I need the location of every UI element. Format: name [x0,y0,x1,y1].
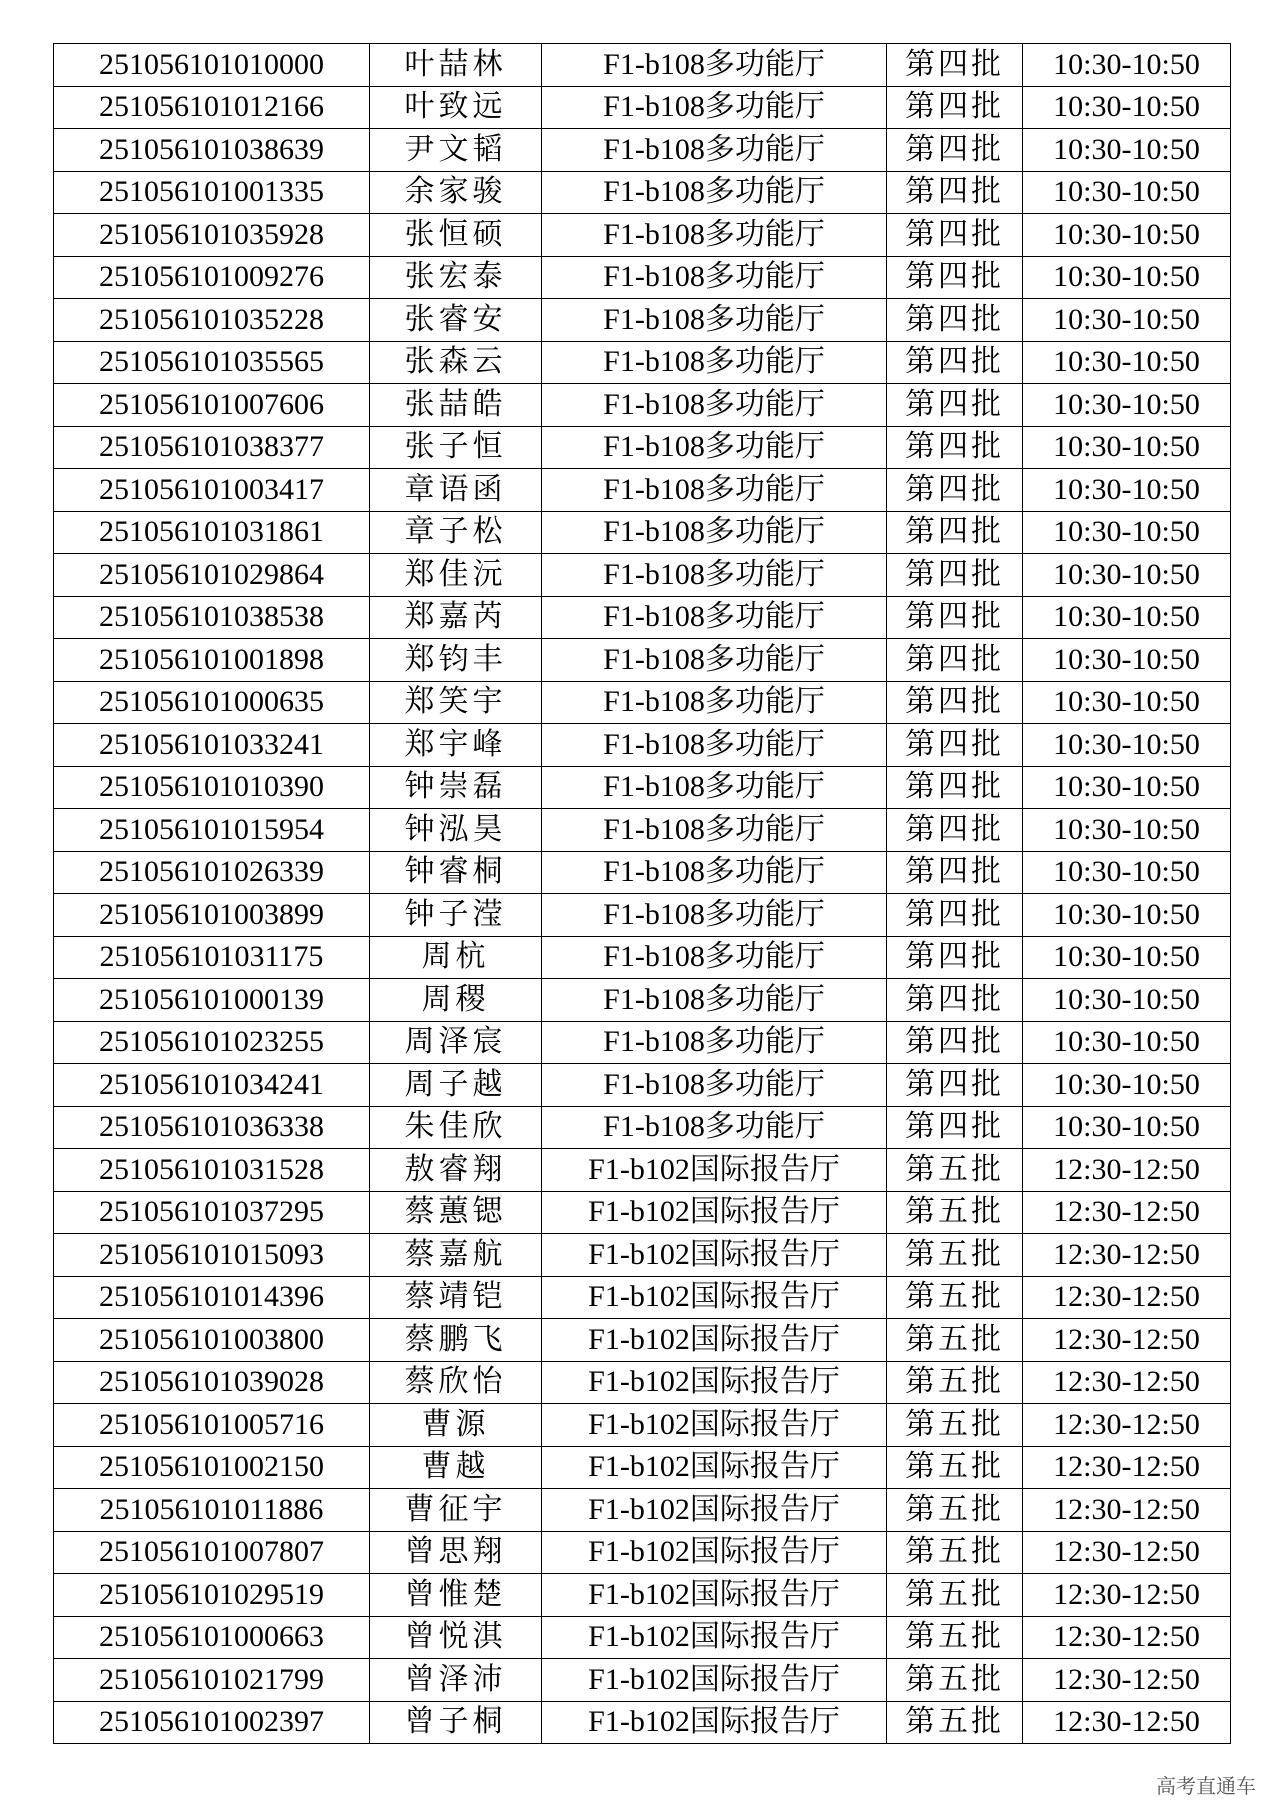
table-row [54,1149,1231,1192]
candidate-id-cell: 251056101037295 [54,1191,370,1234]
candidate-id-cell: 251056101001898 [54,639,370,682]
name-cell: 周子越 [370,1064,542,1107]
table-row [54,1531,1231,1574]
name-cell: 张恒硕 [370,214,542,257]
candidate-id-cell: 251056101011886 [54,1489,370,1532]
batch-cell: 第四批 [887,979,1023,1022]
batch-cell: 第四批 [887,1106,1023,1149]
table-row [54,1574,1231,1617]
table-row [54,1489,1231,1532]
name-cell: 曾思翔 [370,1531,542,1574]
room-cell: F1-b108多功能厅 [542,256,887,299]
table-row [54,469,1231,512]
name-cell: 张宏泰 [370,256,542,299]
time-cell: 12:30-12:50 [1023,1446,1231,1489]
room-cell: F1-b102国际报告厅 [542,1574,887,1617]
time-cell: 12:30-12:50 [1023,1531,1231,1574]
candidate-id-cell: 251056101003417 [54,469,370,512]
name-cell: 钟泓昊 [370,809,542,852]
candidate-id-cell: 251056101012166 [54,86,370,129]
candidate-id-cell: 251056101010000 [54,44,370,87]
time-cell: 10:30-10:50 [1023,766,1231,809]
candidate-id-cell: 251056101036338 [54,1106,370,1149]
room-cell: F1-b102国际报告厅 [542,1149,887,1192]
name-cell: 余家骏 [370,171,542,214]
room-cell: F1-b108多功能厅 [542,766,887,809]
candidate-id-cell: 251056101015954 [54,809,370,852]
room-cell: F1-b108多功能厅 [542,936,887,979]
room-cell: F1-b108多功能厅 [542,894,887,937]
time-cell: 10:30-10:50 [1023,256,1231,299]
time-cell: 10:30-10:50 [1023,86,1231,129]
candidate-id-cell: 251056101031175 [54,936,370,979]
candidate-id-cell: 251056101033241 [54,724,370,767]
room-cell: F1-b102国际报告厅 [542,1489,887,1532]
batch-cell: 第五批 [887,1489,1023,1532]
time-cell: 12:30-12:50 [1023,1319,1231,1362]
candidate-id-cell: 251056101038639 [54,129,370,172]
name-cell: 叶致远 [370,86,542,129]
table-row [54,766,1231,809]
table-row [54,299,1231,342]
candidate-id-cell: 251056101000139 [54,979,370,1022]
name-cell: 章语函 [370,469,542,512]
batch-cell: 第五批 [887,1574,1023,1617]
candidate-id-cell: 251056101007606 [54,384,370,427]
candidate-id-cell: 251056101031861 [54,511,370,554]
candidate-id-cell: 251056101010390 [54,766,370,809]
candidate-id-cell: 251056101021799 [54,1659,370,1702]
name-cell: 郑宇峰 [370,724,542,767]
time-cell: 10:30-10:50 [1023,809,1231,852]
candidate-id-cell: 251056101005716 [54,1404,370,1447]
name-cell: 周稷 [370,979,542,1022]
table-row [54,681,1231,724]
room-cell: F1-b102国际报告厅 [542,1319,887,1362]
table-row [54,851,1231,894]
time-cell: 10:30-10:50 [1023,299,1231,342]
time-cell: 12:30-12:50 [1023,1659,1231,1702]
candidate-id-cell: 251056101035228 [54,299,370,342]
candidate-id-cell: 251056101029519 [54,1574,370,1617]
time-cell: 10:30-10:50 [1023,469,1231,512]
room-cell: F1-b108多功能厅 [542,171,887,214]
name-cell: 张喆皓 [370,384,542,427]
room-cell: F1-b102国际报告厅 [542,1361,887,1404]
schedule-table [53,43,1231,1744]
time-cell: 12:30-12:50 [1023,1276,1231,1319]
batch-cell: 第四批 [887,86,1023,129]
time-cell: 10:30-10:50 [1023,511,1231,554]
table-row [54,1064,1231,1107]
name-cell: 张睿安 [370,299,542,342]
batch-cell: 第四批 [887,469,1023,512]
table-row [54,1276,1231,1319]
name-cell: 蔡蕙锶 [370,1191,542,1234]
name-cell: 曾悦淇 [370,1616,542,1659]
batch-cell: 第五批 [887,1616,1023,1659]
room-cell: F1-b108多功能厅 [542,469,887,512]
room-cell: F1-b108多功能厅 [542,724,887,767]
room-cell: F1-b108多功能厅 [542,299,887,342]
room-cell: F1-b102国际报告厅 [542,1234,887,1277]
time-cell: 10:30-10:50 [1023,384,1231,427]
name-cell: 钟子滢 [370,894,542,937]
table-row [54,214,1231,257]
batch-cell: 第四批 [887,44,1023,87]
room-cell: F1-b108多功能厅 [542,1021,887,1064]
candidate-id-cell: 251056101014396 [54,1276,370,1319]
room-cell: F1-b108多功能厅 [542,86,887,129]
name-cell: 郑嘉芮 [370,596,542,639]
time-cell: 12:30-12:50 [1023,1361,1231,1404]
name-cell: 曹征宇 [370,1489,542,1532]
time-cell: 10:30-10:50 [1023,44,1231,87]
time-cell: 10:30-10:50 [1023,554,1231,597]
name-cell: 蔡鹏飞 [370,1319,542,1362]
table-row [54,511,1231,554]
name-cell: 蔡靖铠 [370,1276,542,1319]
room-cell: F1-b108多功能厅 [542,1106,887,1149]
room-cell: F1-b108多功能厅 [542,341,887,384]
room-cell: F1-b102国际报告厅 [542,1404,887,1447]
table-row [54,256,1231,299]
watermark: 高考直通车 [1156,1774,1256,1798]
time-cell: 10:30-10:50 [1023,596,1231,639]
time-cell: 12:30-12:50 [1023,1149,1231,1192]
name-cell: 周泽宸 [370,1021,542,1064]
name-cell: 曾泽沛 [370,1659,542,1702]
table-row [54,171,1231,214]
name-cell: 曾子桐 [370,1701,542,1744]
candidate-id-cell: 251056101003800 [54,1319,370,1362]
candidate-id-cell: 251056101034241 [54,1064,370,1107]
room-cell: F1-b108多功能厅 [542,44,887,87]
table-row [54,384,1231,427]
time-cell: 10:30-10:50 [1023,724,1231,767]
time-cell: 10:30-10:50 [1023,894,1231,937]
room-cell: F1-b102国际报告厅 [542,1616,887,1659]
candidate-id-cell: 251056101002397 [54,1701,370,1744]
time-cell: 10:30-10:50 [1023,936,1231,979]
batch-cell: 第四批 [887,256,1023,299]
table-row [54,979,1231,1022]
batch-cell: 第四批 [887,171,1023,214]
table-row [54,426,1231,469]
candidate-id-cell: 251056101038538 [54,596,370,639]
candidate-id-cell: 251056101003899 [54,894,370,937]
table-row [54,554,1231,597]
time-cell: 10:30-10:50 [1023,851,1231,894]
time-cell: 10:30-10:50 [1023,214,1231,257]
candidate-id-cell: 251056101001335 [54,171,370,214]
name-cell: 曹源 [370,1404,542,1447]
room-cell: F1-b108多功能厅 [542,596,887,639]
table-row [54,341,1231,384]
batch-cell: 第四批 [887,129,1023,172]
batch-cell: 第四批 [887,766,1023,809]
batch-cell: 第五批 [887,1659,1023,1702]
name-cell: 张子恒 [370,426,542,469]
table-row [54,1106,1231,1149]
name-cell: 朱佳欣 [370,1106,542,1149]
candidate-id-cell: 251056101039028 [54,1361,370,1404]
time-cell: 10:30-10:50 [1023,1021,1231,1064]
time-cell: 10:30-10:50 [1023,426,1231,469]
name-cell: 蔡嘉航 [370,1234,542,1277]
batch-cell: 第五批 [887,1234,1023,1277]
table-row [54,1361,1231,1404]
room-cell: F1-b108多功能厅 [542,851,887,894]
time-cell: 12:30-12:50 [1023,1616,1231,1659]
table-row [54,639,1231,682]
batch-cell: 第四批 [887,384,1023,427]
schedule-table-body [54,44,1231,1744]
batch-cell: 第四批 [887,214,1023,257]
room-cell: F1-b102国际报告厅 [542,1659,887,1702]
room-cell: F1-b108多功能厅 [542,426,887,469]
room-cell: F1-b102国际报告厅 [542,1191,887,1234]
time-cell: 10:30-10:50 [1023,341,1231,384]
batch-cell: 第四批 [887,299,1023,342]
name-cell: 叶喆林 [370,44,542,87]
candidate-id-cell: 251056101038377 [54,426,370,469]
room-cell: F1-b108多功能厅 [542,129,887,172]
candidate-id-cell: 251056101009276 [54,256,370,299]
room-cell: F1-b108多功能厅 [542,681,887,724]
room-cell: F1-b102国际报告厅 [542,1531,887,1574]
candidate-id-cell: 251056101000635 [54,681,370,724]
name-cell: 曹越 [370,1446,542,1489]
batch-cell: 第四批 [887,724,1023,767]
batch-cell: 第四批 [887,851,1023,894]
table-row [54,44,1231,87]
time-cell: 12:30-12:50 [1023,1574,1231,1617]
name-cell: 章子松 [370,511,542,554]
candidate-id-cell: 251056101000663 [54,1616,370,1659]
time-cell: 10:30-10:50 [1023,979,1231,1022]
batch-cell: 第四批 [887,341,1023,384]
time-cell: 10:30-10:50 [1023,1064,1231,1107]
time-cell: 12:30-12:50 [1023,1234,1231,1277]
time-cell: 12:30-12:50 [1023,1701,1231,1744]
batch-cell: 第五批 [887,1319,1023,1362]
room-cell: F1-b108多功能厅 [542,384,887,427]
room-cell: F1-b108多功能厅 [542,554,887,597]
time-cell: 12:30-12:50 [1023,1191,1231,1234]
batch-cell: 第五批 [887,1404,1023,1447]
time-cell: 12:30-12:50 [1023,1404,1231,1447]
name-cell: 曾惟楚 [370,1574,542,1617]
candidate-id-cell: 251056101029864 [54,554,370,597]
table-row [54,1319,1231,1362]
room-cell: F1-b108多功能厅 [542,809,887,852]
table-row [54,724,1231,767]
table-row [54,596,1231,639]
time-cell: 10:30-10:50 [1023,681,1231,724]
batch-cell: 第五批 [887,1531,1023,1574]
candidate-id-cell: 251056101035928 [54,214,370,257]
candidate-id-cell: 251056101023255 [54,1021,370,1064]
candidate-id-cell: 251056101002150 [54,1446,370,1489]
batch-cell: 第五批 [887,1191,1023,1234]
batch-cell: 第四批 [887,596,1023,639]
name-cell: 钟崇磊 [370,766,542,809]
room-cell: F1-b108多功能厅 [542,511,887,554]
name-cell: 尹文韬 [370,129,542,172]
batch-cell: 第四批 [887,681,1023,724]
batch-cell: 第四批 [887,639,1023,682]
batch-cell: 第四批 [887,1064,1023,1107]
batch-cell: 第五批 [887,1446,1023,1489]
time-cell: 10:30-10:50 [1023,129,1231,172]
name-cell: 张森云 [370,341,542,384]
table-row [54,129,1231,172]
time-cell: 10:30-10:50 [1023,1106,1231,1149]
table-row [54,936,1231,979]
table-row [54,1021,1231,1064]
time-cell: 12:30-12:50 [1023,1489,1231,1532]
name-cell: 钟睿桐 [370,851,542,894]
room-cell: F1-b108多功能厅 [542,1064,887,1107]
candidate-id-cell: 251056101015093 [54,1234,370,1277]
time-cell: 10:30-10:50 [1023,171,1231,214]
batch-cell: 第四批 [887,1021,1023,1064]
room-cell: F1-b102国际报告厅 [542,1701,887,1744]
table-row [54,1446,1231,1489]
batch-cell: 第四批 [887,511,1023,554]
table-row [54,1659,1231,1702]
time-cell: 10:30-10:50 [1023,639,1231,682]
room-cell: F1-b108多功能厅 [542,639,887,682]
batch-cell: 第四批 [887,426,1023,469]
name-cell: 周杭 [370,936,542,979]
batch-cell: 第五批 [887,1276,1023,1319]
candidate-id-cell: 251056101007807 [54,1531,370,1574]
room-cell: F1-b108多功能厅 [542,979,887,1022]
batch-cell: 第四批 [887,936,1023,979]
candidate-id-cell: 251056101026339 [54,851,370,894]
name-cell: 郑笑宇 [370,681,542,724]
table-row [54,1404,1231,1447]
table-row [54,809,1231,852]
table-row [54,1191,1231,1234]
room-cell: F1-b102国际报告厅 [542,1446,887,1489]
batch-cell: 第四批 [887,554,1023,597]
table-row [54,1616,1231,1659]
name-cell: 郑钧丰 [370,639,542,682]
room-cell: F1-b102国际报告厅 [542,1276,887,1319]
table-row [54,1701,1231,1744]
name-cell: 敖睿翔 [370,1149,542,1192]
table-row [54,1234,1231,1277]
batch-cell: 第四批 [887,809,1023,852]
batch-cell: 第五批 [887,1149,1023,1192]
candidate-id-cell: 251056101035565 [54,341,370,384]
name-cell: 蔡欣怡 [370,1361,542,1404]
batch-cell: 第五批 [887,1701,1023,1744]
table-row [54,894,1231,937]
table-row [54,86,1231,129]
batch-cell: 第五批 [887,1361,1023,1404]
name-cell: 郑佳沅 [370,554,542,597]
room-cell: F1-b108多功能厅 [542,214,887,257]
batch-cell: 第四批 [887,894,1023,937]
candidate-id-cell: 251056101031528 [54,1149,370,1192]
